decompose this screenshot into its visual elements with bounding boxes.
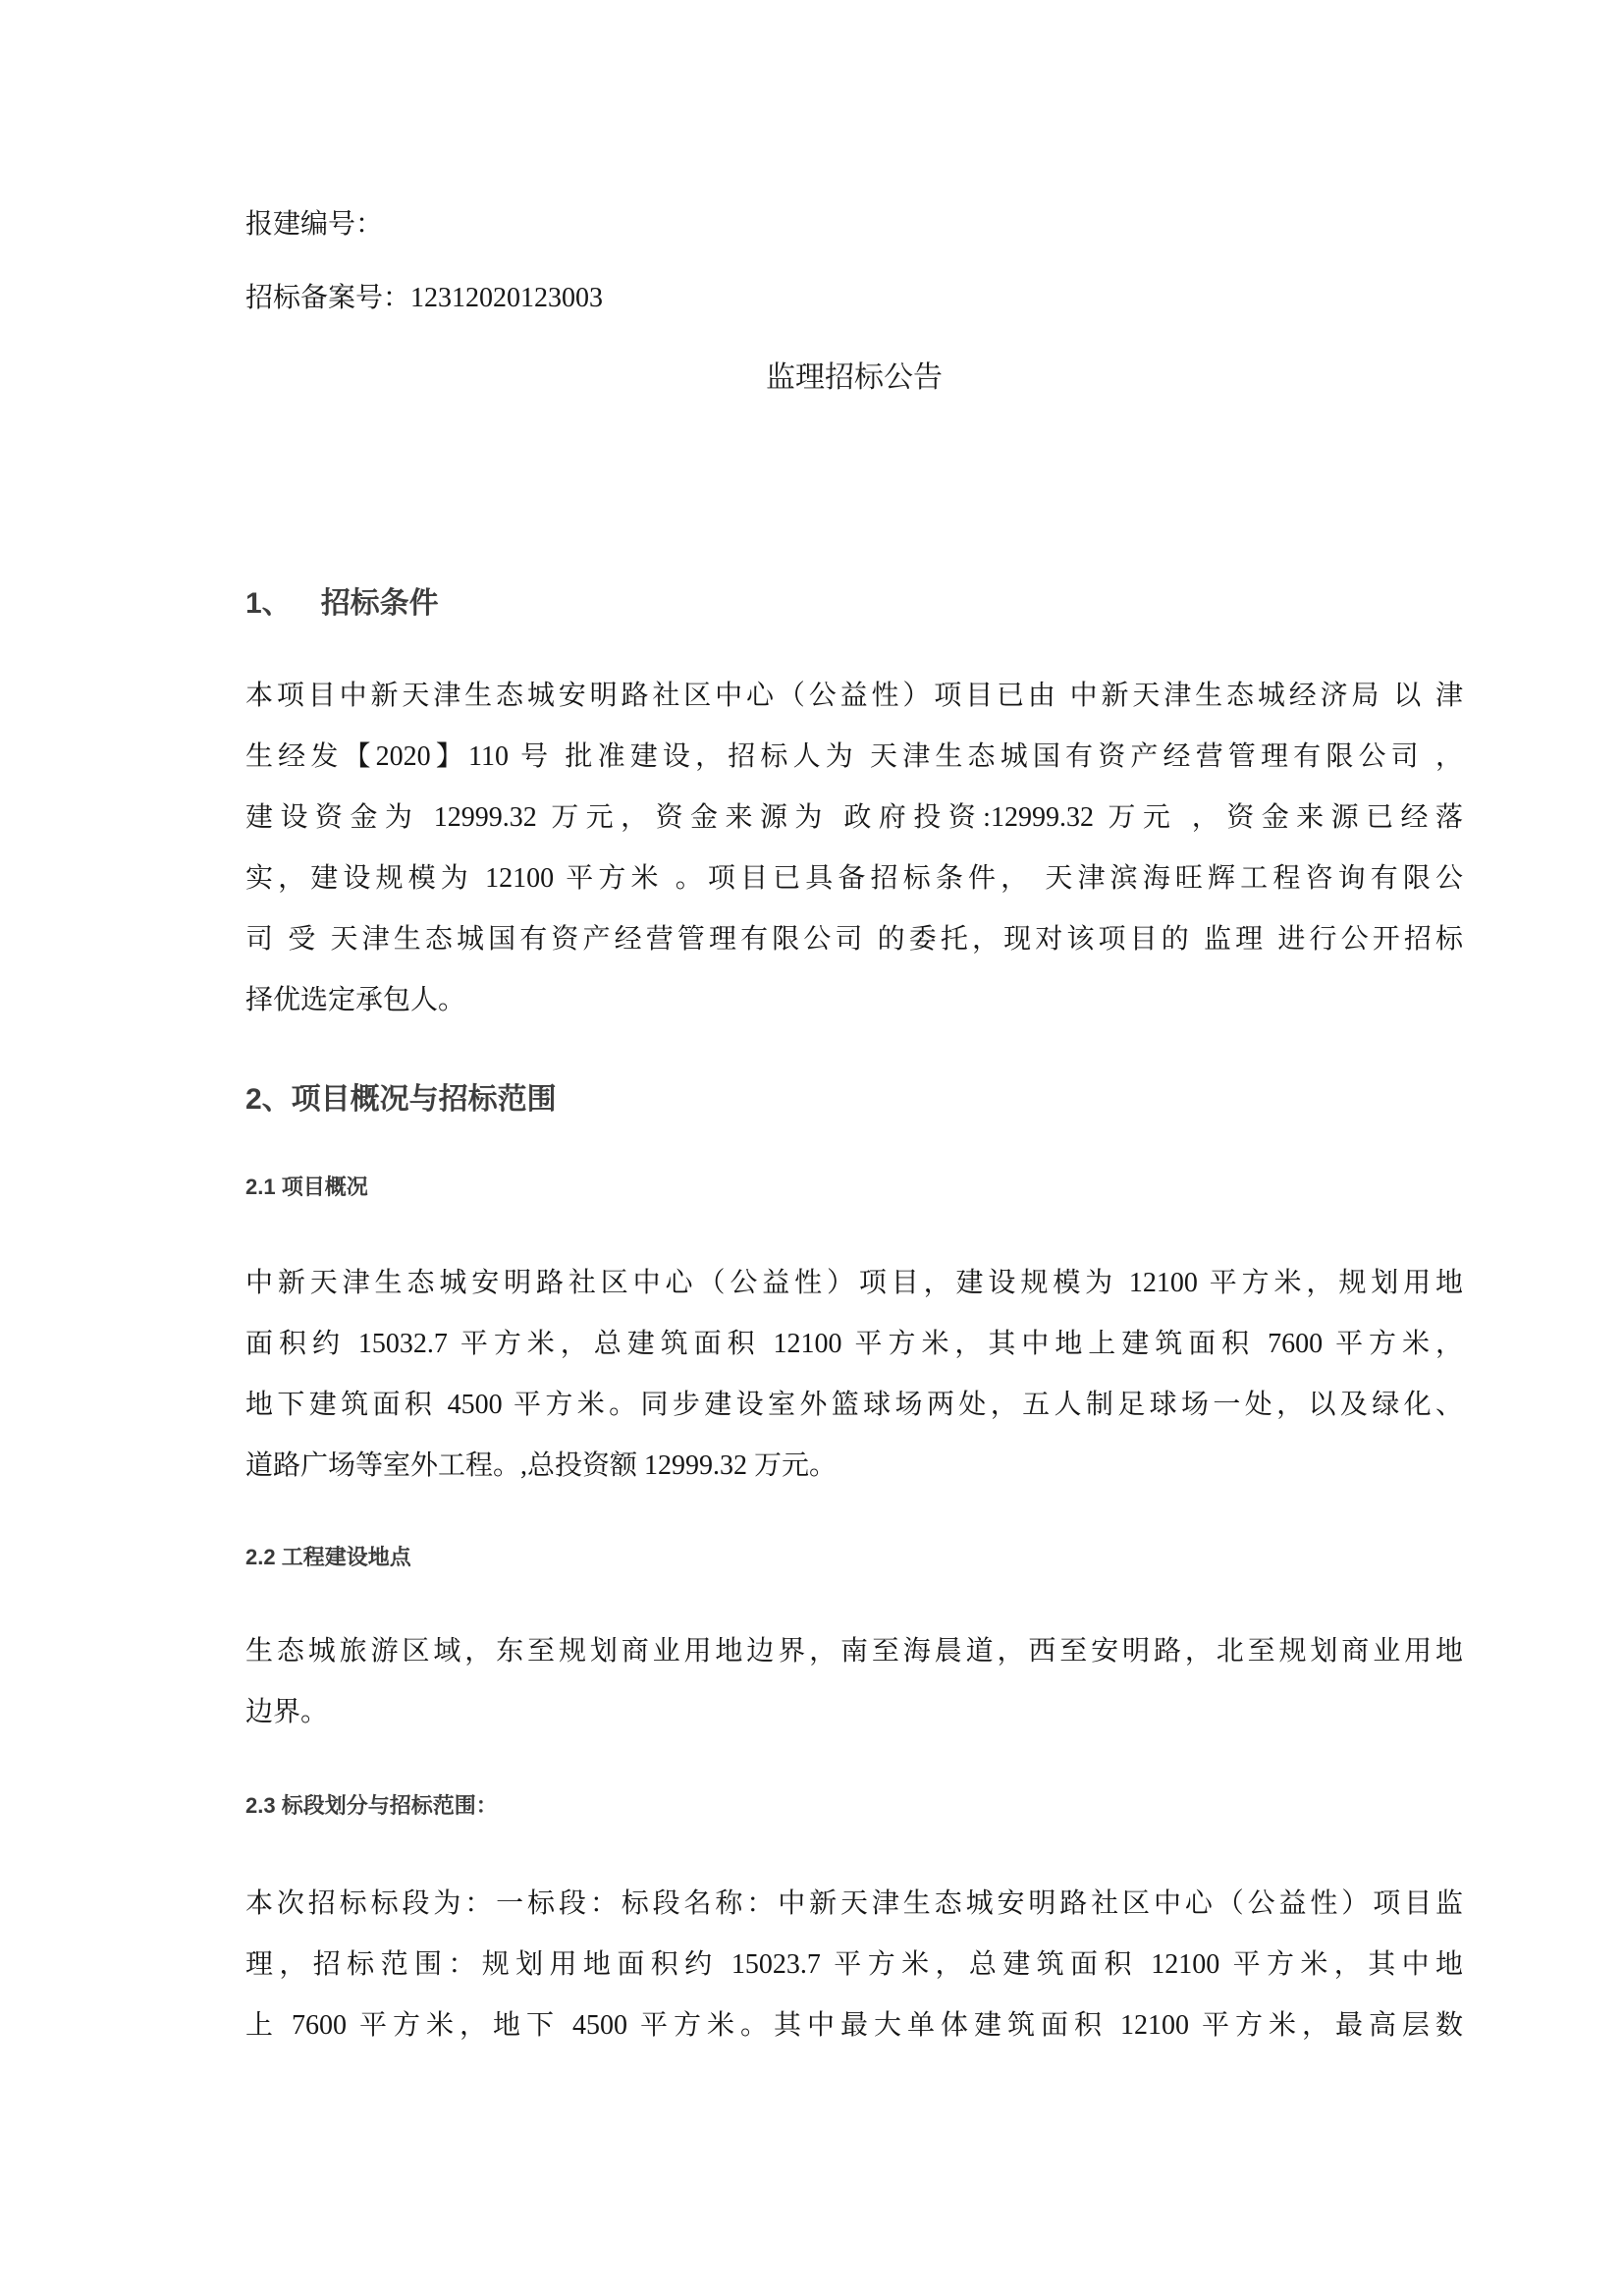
record-number-line <box>245 279 1463 318</box>
construction-site-paragraph <box>245 1621 1463 1743</box>
paragraph-line: 本项目中新天津生态城安明路社区中心（公益性）项目已由 中新天津生态城经济局 以 津 <box>245 681 1463 711</box>
record-number-value: 12312020123003 <box>410 283 604 313</box>
paragraph-line: 建设资金为 12999.32 万元，资金来源为 政府投资:12999.32 万元 ，资金来源已经落 <box>245 802 1463 833</box>
section-heading-2: 2、项目概况与招标范围 <box>245 1083 557 1116</box>
paragraph-line: 中新天津生态城安明路社区中心（公益性）项目，建设规模为 12100 平方米，规划用地 <box>245 1268 1463 1298</box>
bid-section-scope-paragraph <box>245 1874 1463 2056</box>
project-overview-paragraph <box>245 1253 1463 1497</box>
paragraph-line: 面积约 15032.7 平方米，总建筑面积 12100 平方米，其中地上建筑面积 7600 平方米， <box>245 1329 1463 1359</box>
tender-conditions-paragraph <box>245 666 1463 1031</box>
paragraph-line: 生态城旅游区域，东至规划商业用地边界，南至海晨道，西至安明路，北至规划商业用地 <box>245 1636 1463 1667</box>
section-1-title: 招标条件 <box>320 587 439 620</box>
paragraph-line: 道路广场等室外工程。,总投资额 12999.32 万元。 <box>245 1450 838 1481</box>
report-number-line <box>245 205 1463 245</box>
paragraph-line: 实，建设规模为 12100 平方米 。项目已具备招标条件， 天津滨海旺辉工程咨询有限公 <box>245 863 1463 894</box>
subsection-heading-2-1: 2.1 项目概况 <box>245 1175 368 1199</box>
report-number-label: 报建编号： <box>245 209 384 240</box>
subsection-heading-2-3: 2.3 标段划分与招标范围： <box>245 1793 498 1818</box>
paragraph-line: 地下建筑面积 4500 平方米。同步建设室外篮球场两处，五人制足球场一处，以及绿化、 <box>245 1390 1463 1420</box>
paragraph-line: 生经发【2020】110 号 批准建设，招标人为 天津生态城国有资产经营管理有限公司 ， <box>245 741 1463 772</box>
section-1-number: 1、 <box>245 587 292 620</box>
paragraph-line: 边界。 <box>245 1697 329 1727</box>
record-number-label: 招标备案号： <box>245 283 411 313</box>
paragraph-line: 司 受 天津生态城国有资产经营管理有限公司 的委托，现对该项目的 监理 进行公开招标 <box>245 924 1463 955</box>
paragraph-line: 理，招标范围：规划用地面积约 15023.7 平方米，总建筑面积 12100 平方米，其中地 <box>245 1949 1463 1980</box>
page-title: 监理招标公告 <box>766 361 943 394</box>
section-heading-1 <box>245 584 1463 624</box>
paragraph-line: 上 7600 平方米，地下 4500 平方米。其中最大单体建筑面积 12100 平方米，最高层数 <box>245 2010 1463 2041</box>
paragraph-line: 本次招标标段为：一标段：标段名称：中新天津生态城安明路社区中心（公益性）项目监 <box>245 1888 1463 1919</box>
paragraph-line: 择优选定承包人。 <box>245 985 466 1015</box>
subsection-heading-2-2: 2.2 工程建设地点 <box>245 1545 411 1569</box>
